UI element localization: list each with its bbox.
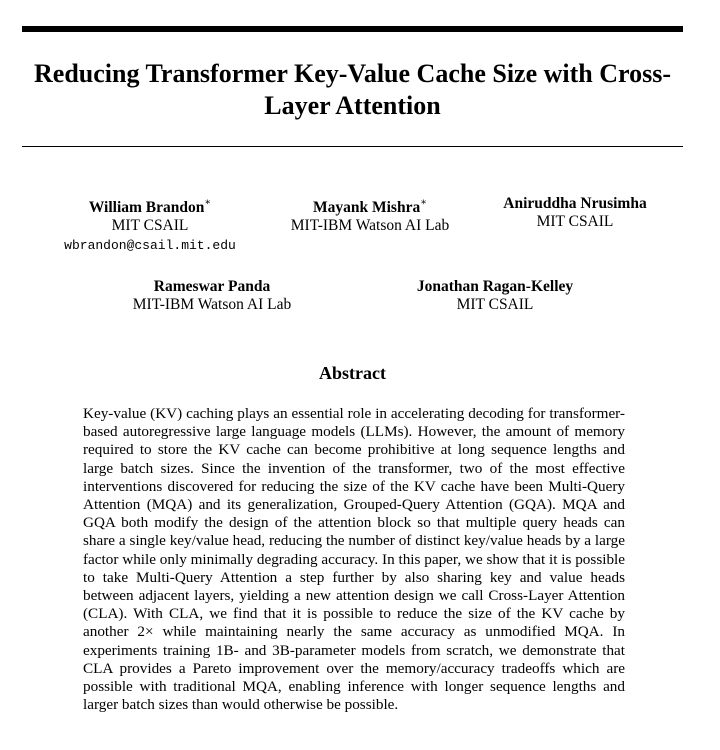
paper-title: Reducing Transformer Key-Value Cache Size with Cross-Layer Attention: [34, 59, 671, 120]
author-block: [112, 278, 312, 314]
abstract-text: Key-value (KV) caching plays an essential role in accelerating decoding for transformer-based autoregressive large language models (LLMs). However, the amount of memory required to store the KV cache can become prohibitive at long sequence lengths and large batch sizes. Since the invention of the transformer, two of the most effective interventions discovered for reducing the size of the KV cache have been Multi-Query Attention (MQA) and its generalization, Grouped-Query Attention (GQA). MQA and GQA both modify the design of the attention block so that multiple query heads can share a single key/value head, reducing the number of distinct key/value heads by a large factor while only minimally degrading accuracy. In this paper, we show that it is possible to take Multi-Query Attention a step further by also sharing key and value heads between adjacent layers, yielding a new attention design we call Cross-Layer Attention (CLA). With CLA, we find that it is possible to reduce the size of the KV cache by another 2× while maintaining nearly the same accuracy as unmodified MQA. In experiments training 1B- and 3B-parameter models from scratch, we demonstrate that CLA provides a Pareto improvement over the memory/accuracy tradeoffs which are possible with traditional MQA, enabling inference with longer sequence lengths and larger batch sizes than would otherwise be possible.: [83, 405, 625, 714]
author-name: Rameswar Panda: [153, 278, 271, 295]
top-rule: [22, 26, 683, 32]
author-affiliation: MIT-IBM Watson AI Lab: [290, 217, 450, 235]
author-email[interactable]: wbrandon@csail.mit.edu: [64, 238, 236, 254]
author-block: [475, 195, 675, 231]
equal-contribution-mark: ∗: [204, 197, 212, 208]
equal-contribution-mark: ∗: [420, 197, 427, 208]
abstract-heading: Abstract: [319, 363, 386, 383]
author-affiliation: MIT CSAIL: [456, 296, 534, 313]
author-affiliation: MIT-IBM Watson AI Lab: [132, 296, 292, 313]
author-block: [380, 278, 610, 314]
author-name: William Brandon∗: [88, 197, 212, 217]
author-name: Jonathan Ragan-Kelley: [416, 278, 574, 295]
author-block: [50, 195, 250, 255]
author-affiliation: MIT CSAIL: [111, 217, 189, 235]
author-name: Mayank Mishra∗: [312, 197, 427, 217]
author-name: Aniruddha Nrusimha: [503, 195, 647, 212]
title-bottom-rule: [22, 146, 683, 147]
author-block: [270, 195, 470, 235]
author-affiliation: MIT CSAIL: [536, 213, 614, 230]
